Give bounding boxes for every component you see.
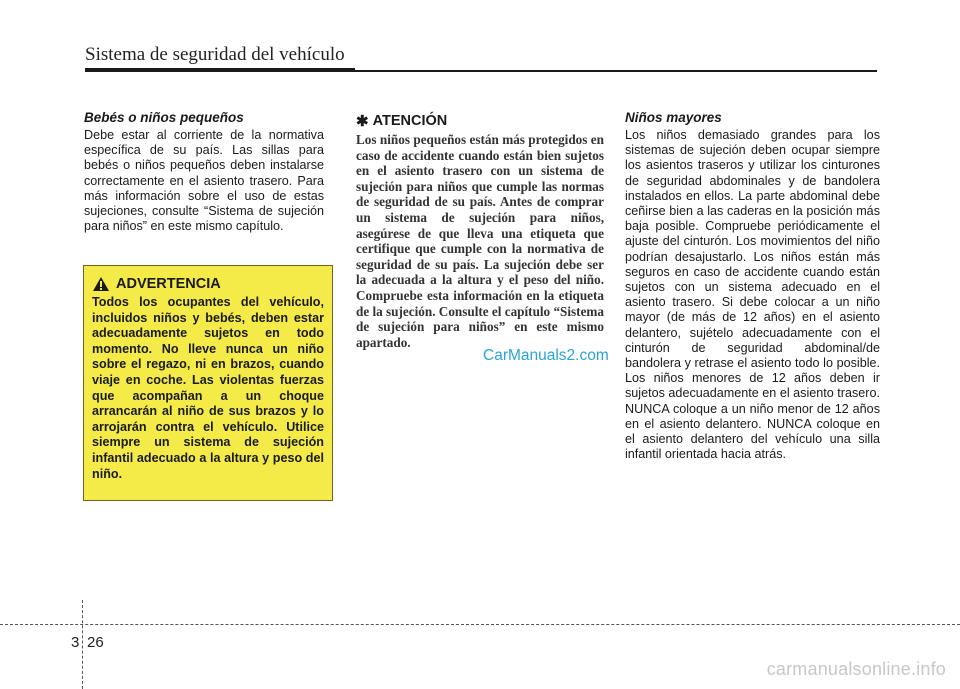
footer-divider	[82, 600, 83, 689]
warning-title: ADVERTENCIA	[116, 276, 221, 292]
middle-column	[356, 108, 604, 350]
attention-text: Los niños pequeños están más protegidos en caso de accidente cuando están bien sujetos en el asiento trasero con un sistema de sujeción para niños que cumple las normas de seguridad de su país. Antes de comprar un sistema de sujeción para niños, asegúrese de que lleva una etiqueta que certifique que cumple con la normativa de seguridad de su país. La sujeción debe ser la adecuada a la altura y el peso del niño. Compruebe esta información en la etiqueta de la sujeción. Consulte el capítulo “Sistema de sujeción para niños” en este mismo apartado.	[356, 132, 604, 350]
infants-text: Debe estar al corriente de la normativa específica de su país. Las sillas para bebés o niños pequeños deben instalarse correctamente en el asiento trasero. Para más información sobre el uso de estas sujeciones, consulte “Sistema de sujeción para niños” en este mismo capítulo.	[84, 128, 324, 234]
infants-heading: Bebés o niños pequeños	[84, 110, 244, 125]
attention-title: ATENCIÓN	[372, 113, 448, 129]
footer-rule	[0, 624, 960, 625]
warning-triangle-icon	[92, 276, 110, 292]
section-title: Sistema de seguridad del vehículo	[85, 44, 345, 65]
right-column	[625, 108, 880, 462]
asterisk-icon: ✱	[356, 113, 369, 130]
warning-box	[83, 265, 333, 501]
warning-text: Todos los ocupantes del vehículo, incluidos niños y bebés, deben estar adecuadamente sujetos en todo momento. No lleve nunca un niño sobre el regazo, ni en brazos, cuando viaje en coche. Las violentas fuerzas que acompañan a un choque arrancarán al niño de sus brazos y lo arrojarán contra el vehículo. Utilice siempre un sistema de sujeción infantil adecuado a la altura y peso del niño.	[92, 295, 324, 481]
attention-header	[356, 112, 604, 130]
warning-header	[92, 276, 324, 292]
header-rule-thin	[355, 70, 877, 72]
header-rule-thick	[85, 68, 355, 72]
older-children-heading: Niños mayores	[625, 110, 722, 125]
left-column	[84, 108, 324, 234]
site-watermark: carmanualsonline.info	[766, 659, 946, 679]
watermark-link[interactable]: CarManuals2.com	[483, 347, 609, 364]
older-children-text: Los niños demasiado grandes para los sistemas de sujeción deben ocupar siempre los asientos traseros y utilizar los cinturones de seguridad abdominales y de bandolera instalados en ellos. La parte abdominal debe ceñirse bien a las caderas en la posición más baja posible. Compruebe periódicamente el ajuste del cinturón. Los movimientos del niño podrían desajustarlo. Los niños están más seguros en caso de accidente cuando están sujetos con un sistema adecuado en el asiento trasero. Si debe colocar a un niño mayor (de más de 12 años) en el asiento delantero, sujételo adecuadamente con el cinturón de seguridad abdominal/de bandolera y retrase el asiento todo lo posible. Los niños menores de 12 años deben ir sujetos adecuadamente en el asiento trasero. NUNCA coloque a un niño menor de 12 años en el asiento delantero. NUNCA coloque en el asiento delantero del vehículo una silla infantil orientada hacia atrás.	[625, 128, 880, 462]
chapter-number: 3	[71, 634, 80, 651]
page-number: 26	[87, 634, 104, 651]
